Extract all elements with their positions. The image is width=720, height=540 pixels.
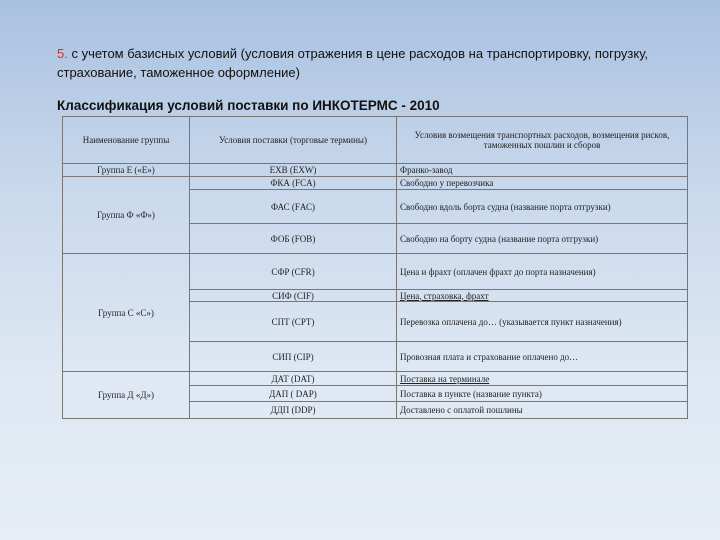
table-header-row [63, 117, 688, 164]
header-group: Наименование группы [63, 117, 190, 164]
group-f: Группа Ф «Ф») [63, 177, 190, 254]
table-row [63, 254, 688, 290]
desc-cell: Поставка на терминале [397, 372, 688, 386]
term-cell: СИП (CIP) [190, 342, 397, 372]
term-cell: ФАС (FАС) [190, 190, 397, 224]
term-cell: СФР (CFR) [190, 254, 397, 290]
desc-cell: Перевозка оплачена до… (указывается пункт назначения) [397, 302, 688, 342]
header-terms: Условия поставки (торговые термины) [190, 117, 397, 164]
incoterms-table [62, 116, 688, 419]
desc-cell: Доставлено с оплатой пошлины [397, 402, 688, 419]
desc-cell: Франко-завод [397, 164, 688, 177]
header-reimbursement: Условия возмещения транспортных расходов, возмещения рисков, таможенных пошлин и сборов [397, 117, 688, 164]
desc-cell: Поставка в пункте (название пункта) [397, 386, 688, 402]
table-row [63, 177, 688, 190]
desc-cell: Свободно вдоль борта судна (название порта отгрузки) [397, 190, 688, 224]
term-cell: СПТ (СРТ) [190, 302, 397, 342]
table-row [63, 372, 688, 386]
desc-cell: Провозная плата и страхование оплачено до… [397, 342, 688, 372]
term-cell: ФКА (FCA) [190, 177, 397, 190]
group-c: Группа С «С») [63, 254, 190, 372]
item-number: 5. [57, 46, 68, 61]
term-cell: ЕХВ (ЕХW) [190, 164, 397, 177]
intro-text: с учетом базисных условий (условия отражения в цене расходов на транспортировку, погрузку, страхование, таможенное оформление) [57, 46, 649, 80]
desc-cell: Цена и фрахт (оплачен фрахт до порта назначения) [397, 254, 688, 290]
table-row [63, 164, 688, 177]
term-cell: СИФ (CIF) [190, 290, 397, 302]
group-d: Группа Д «Д») [63, 372, 190, 419]
term-cell: ФОБ (FОВ) [190, 224, 397, 254]
desc-cell: Цена, страховка, фрахт [397, 290, 688, 302]
table-heading: Классификация условий поставки по ИНКОТЕРМС - 2010 [57, 98, 440, 113]
desc-cell: Свободно у перевозчика [397, 177, 688, 190]
term-cell: ДАТ (DAT) [190, 372, 397, 386]
term-cell: ДДП (DDP) [190, 402, 397, 419]
intro-paragraph [57, 44, 677, 82]
group-e: Группа Е («Е») [63, 164, 190, 177]
desc-cell: Свободно на борту судна (название порта отгрузки) [397, 224, 688, 254]
term-cell: ДАП ( DAP) [190, 386, 397, 402]
